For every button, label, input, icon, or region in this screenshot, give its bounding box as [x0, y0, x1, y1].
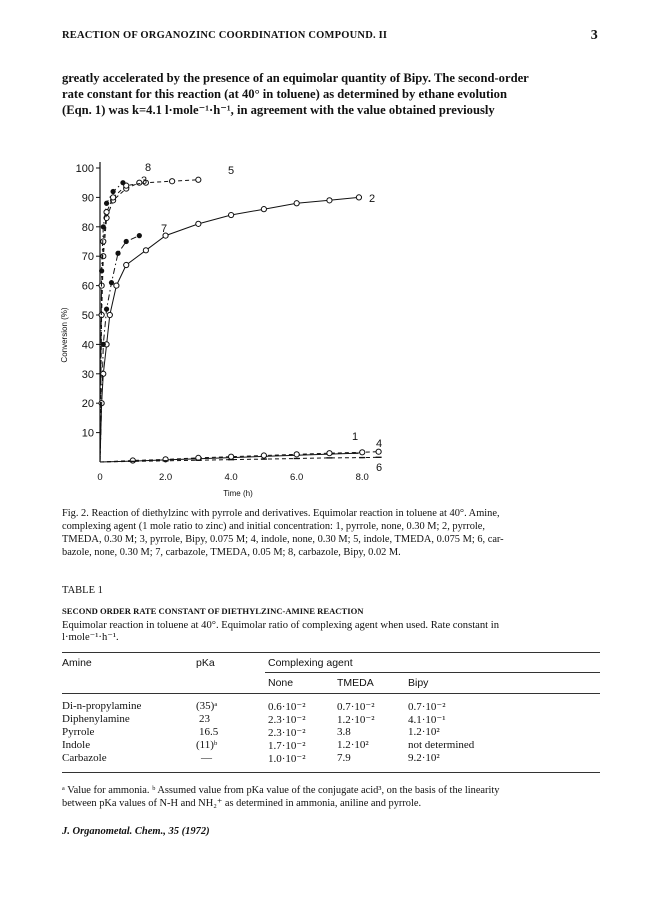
data-point-5: [196, 177, 201, 182]
data-point-2: [261, 207, 266, 212]
table-top-rule: [62, 652, 600, 653]
data-point-2: [114, 283, 119, 288]
data-point-2: [107, 312, 112, 317]
series-label-3: 3: [141, 175, 148, 187]
table-number: TABLE 1: [62, 585, 103, 596]
table-head-rule: [62, 693, 600, 694]
cell-none: 0.6·10⁻²: [268, 701, 306, 713]
cell-bipy: 4.1·10⁻¹: [408, 714, 446, 726]
table-bottom-rule: [62, 772, 600, 773]
data-point-8: [99, 268, 104, 273]
journal-reference: J. Organometal. Chem., 35 (1972): [62, 826, 210, 837]
data-point-2: [327, 198, 332, 203]
col-head-complexing: Complexing agent: [268, 657, 353, 669]
y-axis-label: Conversion (%): [60, 307, 69, 363]
y-tick-label: 10: [81, 427, 94, 440]
page-number: 3: [590, 28, 598, 43]
cell-amine: Carbazole: [62, 752, 107, 764]
cell-tmeda: 1.2·10⁻²: [337, 714, 375, 726]
intro-line: greatly accelerated by the presence of an equimolar quantity of Bipy. The second-order: [62, 71, 529, 85]
data-point-7: [115, 251, 120, 256]
cell-tmeda: 1.2·10²: [337, 739, 369, 751]
cell-bipy: 9.2·10²: [408, 752, 440, 764]
data-point-2: [356, 195, 361, 200]
table-title: SECOND ORDER RATE CONSTANT OF DIETHYLZINC-AMINE REACTION: [62, 606, 364, 616]
data-point-4: [360, 450, 365, 455]
series-line-3: [100, 183, 139, 462]
series-label-6: 6: [376, 462, 383, 474]
x-tick-label: 2.0: [158, 472, 173, 483]
table-note-line: Equimolar reaction in toluene at 40°. Equimolar ratio of complexing agent when used. Rate constant in: [62, 620, 499, 631]
caption-line: TMEDA, 0.30 M; 3, pyrrole, Bipy, 0.075 M; 4, indole, none, 0.30 M; 5, indole, TMEDA, 0.075 M; 6, car-: [62, 534, 504, 545]
cell-amine: Diphenylamine: [62, 713, 130, 725]
cell-amine: Pyrrole: [62, 726, 95, 738]
y-tick-label: 80: [81, 221, 94, 234]
series-label-4: 4: [376, 438, 383, 450]
cell-none: 2.3·10⁻²: [268, 727, 306, 739]
x-tick-label: 0: [97, 472, 103, 483]
y-tick-label: 40: [81, 339, 94, 352]
cell-pka: (11)ᵇ: [196, 739, 218, 751]
data-point-2: [124, 262, 129, 267]
x-tick-label: 8.0: [355, 472, 369, 483]
caption-line: Fig. 2. Reaction of diethylzinc with pyrrole and derivatives. Equimolar reaction in toluene at 40°. Amine,: [62, 508, 500, 519]
running-title: REACTION OF ORGANOZINC COORDINATION COMPOUND. II: [62, 30, 388, 41]
data-point-5: [101, 239, 106, 244]
data-point-4: [229, 454, 234, 459]
cell-none: 1.0·10⁻²: [268, 753, 306, 765]
data-point-4: [294, 452, 299, 457]
data-point-2: [229, 212, 234, 217]
intro-line: rate constant for this reaction (at 40° in toluene) as determined by ethane evolution: [62, 87, 507, 101]
series-label-7: 7: [161, 223, 168, 235]
y-tick-label: 50: [81, 310, 94, 322]
data-point-7: [137, 233, 142, 238]
table-footnotes: [62, 784, 602, 810]
data-point-2: [294, 201, 299, 206]
series-label-1: 1: [352, 431, 359, 443]
running-header: [62, 30, 598, 41]
footnote-line: between pKa values of N-H and NH₂⁺ as determined in ammonia, aniline and pyrrole.: [62, 798, 422, 809]
cell-bipy: not determined: [408, 739, 475, 751]
data-point-2: [143, 248, 148, 253]
intro-line: (Eqn. 1) was k=4.1 l·mole⁻¹·h⁻¹, in agreement with the value obtained previously: [62, 103, 495, 117]
table-note-line: l·mole⁻¹·h⁻¹.: [62, 632, 119, 643]
data-point-5: [170, 179, 175, 184]
data-point-4: [130, 458, 135, 463]
y-tick-label: 100: [75, 163, 94, 175]
conversion-chart: [55, 150, 405, 500]
data-point-3: [101, 254, 106, 259]
series-line-5: [100, 180, 198, 462]
data-point-2: [196, 221, 201, 226]
series-label-8: 8: [145, 162, 152, 174]
y-tick-label: 60: [81, 280, 94, 293]
x-tick-label: 6.0: [290, 472, 304, 483]
figure-caption: [62, 507, 600, 559]
data-point-8: [101, 224, 106, 229]
cell-tmeda: 3.8: [337, 726, 351, 738]
data-point-7: [104, 307, 109, 312]
footnote-line: ᵃ Value for ammonia. ᵇ Assumed value from pKa value of the conjugate acid³, on the basis of the linearity: [62, 785, 500, 796]
cell-tmeda: 7.9: [337, 752, 351, 764]
chart-series: [99, 177, 382, 463]
cell-tmeda: 0.7·10⁻²: [337, 701, 375, 713]
data-point-7: [124, 239, 129, 244]
data-point-4: [261, 453, 266, 458]
table-note: [62, 620, 602, 644]
data-point-8: [120, 180, 125, 185]
col-head-tmeda: TMEDA: [337, 677, 374, 689]
col-head-bipy: Bipy: [408, 677, 429, 689]
cell-bipy: 1.2·10²: [408, 726, 440, 738]
cell-none: 2.3·10⁻²: [268, 714, 306, 726]
data-point-8: [104, 201, 109, 206]
intro-paragraph: [62, 70, 602, 118]
series-label-5: 5: [228, 165, 235, 177]
cell-pka: 16.5: [199, 726, 219, 738]
data-point-5: [111, 195, 116, 200]
cell-none: 1.7·10⁻²: [268, 740, 306, 752]
cell-amine: Indole: [62, 739, 91, 751]
x-axis-label: Time (h): [223, 489, 253, 498]
data-point-2: [101, 371, 106, 376]
cell-bipy: 0.7·10⁻²: [408, 701, 446, 713]
data-point-4: [327, 451, 332, 456]
x-tick-label: 4.0: [224, 472, 238, 483]
y-tick-label: 70: [81, 251, 94, 264]
col-head-pka: pKa: [196, 657, 215, 669]
table-sub-rule: [265, 672, 600, 673]
y-tick-label: 90: [81, 192, 94, 205]
cell-amine: Di-n-propylamine: [62, 700, 142, 712]
caption-line: complexing agent (1 mole ratio to zinc) and initial concentration: 1, pyrrole, none, 0.30 M; 2, pyrrole,: [62, 521, 486, 532]
series-line-6: [100, 457, 379, 462]
series-label-2: 2: [369, 193, 376, 205]
data-point-8: [111, 189, 116, 194]
col-head-amine: Amine: [62, 657, 92, 669]
col-head-none: None: [268, 677, 294, 689]
cell-pka: —: [201, 752, 212, 764]
cell-pka: 23: [199, 713, 210, 725]
data-point-7: [109, 280, 114, 285]
chart-ticks: [76, 163, 369, 483]
y-tick-label: 20: [81, 398, 94, 411]
cell-pka: (35)ᵃ: [196, 700, 218, 712]
caption-line: bazole, none, 0.30 M; 7, carbazole, TMEDA, 0.05 M; 8, carbazole, Bipy, 0.02 M.: [62, 547, 401, 558]
y-tick-label: 30: [81, 368, 94, 381]
